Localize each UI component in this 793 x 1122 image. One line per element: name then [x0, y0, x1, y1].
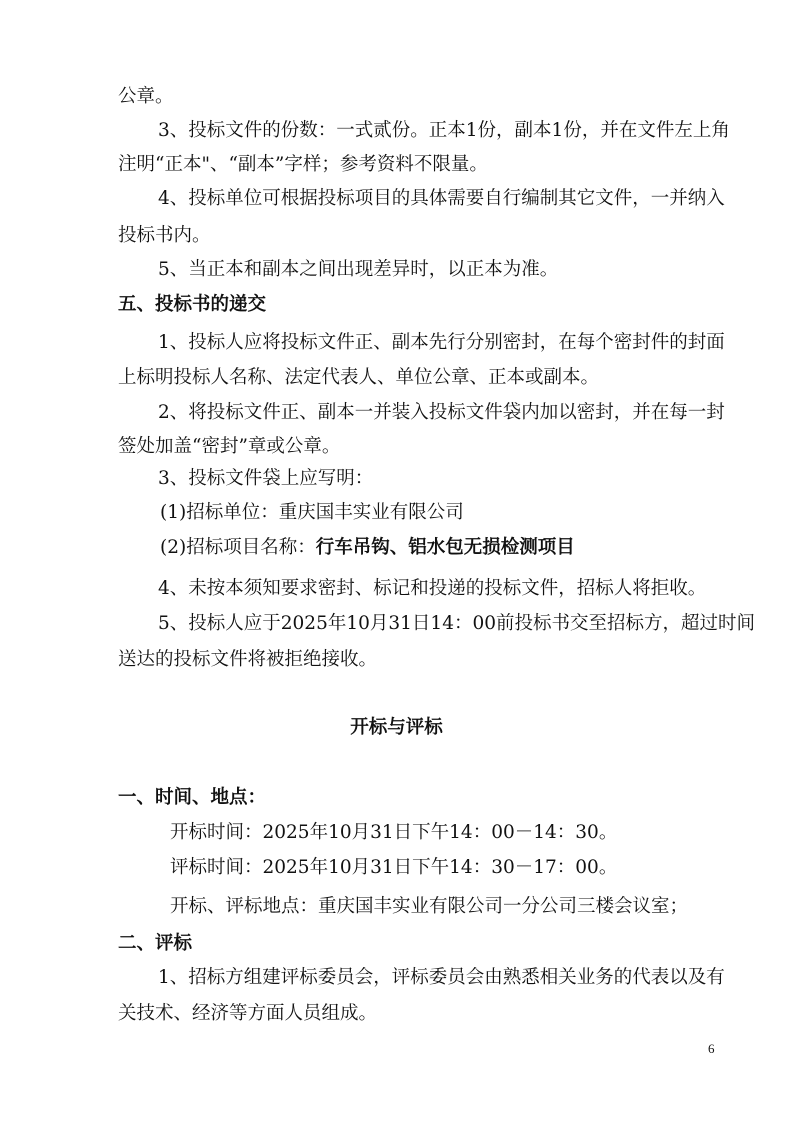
s5-paragraph-3: 3、投标文件袋上应写明：: [158, 468, 374, 489]
paragraph-5: 5、当正本和副本之间出现差异时，以正本为准。: [158, 259, 559, 280]
s5-paragraph-1-line-2: 上标明投标人名称、法定代表人、单位公章、正本或副本。: [118, 367, 600, 388]
s5-paragraph-5-line-1: 5、投标人应于2025年10月31日14：00前投标书交至招标方，超过时间: [158, 613, 756, 634]
s5-paragraph-2-line-2: 签处加盖“密封”章或公章。: [118, 436, 341, 457]
paragraph-3-line-1: 3、投标文件的份数：一式贰份。正本1份，副本1份，并在文件左上角: [158, 120, 730, 141]
s5-paragraph-5-line-2: 送达的投标文件将被拒绝接收。: [118, 649, 378, 670]
text-line: 公章。: [118, 86, 174, 107]
page-number: 6: [708, 1041, 715, 1056]
project-name: 行车吊钩、铝水包无损检测项目: [315, 537, 575, 558]
paragraph-4-line-2: 投标书内。: [118, 225, 211, 246]
section-5-heading: 五、投标书的递交: [118, 294, 267, 315]
paragraph-3-line-2: 注明“正本"、“副本”字样；参考资料不限量。: [118, 154, 488, 175]
section-title: 开标与评标: [350, 717, 443, 738]
s5-paragraph-4: 4、未按本须知要求密封、标记和投递的投标文件，招标人将拒收。: [158, 578, 707, 599]
location: 开标、评标地点：重庆国丰实业有限公司一分公司三楼会议室；: [170, 896, 689, 917]
opening-time: 开标时间：2025年10月31日下午14：00－14：30。: [170, 822, 618, 843]
paragraph-4-line-1: 4、投标单位可根据投标项目的具体需要自行编制其它文件，一并纳入: [158, 188, 725, 209]
item-2-label: (2)招标项目名称：: [160, 537, 316, 558]
s5-item-2: [160, 536, 763, 560]
s5-item-1: (1)招标单位：重庆国丰实业有限公司: [160, 502, 464, 523]
heading-evaluation: 二、评标: [118, 933, 193, 954]
eval-paragraph-1-line-2: 关技术、经济等方面人员组成。: [118, 1003, 378, 1024]
heading-time-place: 一、时间、地点：: [118, 787, 267, 808]
evaluation-time: 评标时间：2025年10月31日下午14：30－17：00。: [170, 857, 618, 878]
s5-paragraph-2-line-1: 2、将投标文件正、副本一并装入投标文件袋内加以密封，并在每一封: [158, 402, 725, 423]
s5-paragraph-1-line-1: 1、投标人应将投标文件正、副本先行分别密封，在每个密封件的封面: [158, 332, 725, 353]
eval-paragraph-1-line-1: 1、招标方组建评标委员会，评标委员会由熟悉相关业务的代表以及有: [158, 967, 725, 988]
